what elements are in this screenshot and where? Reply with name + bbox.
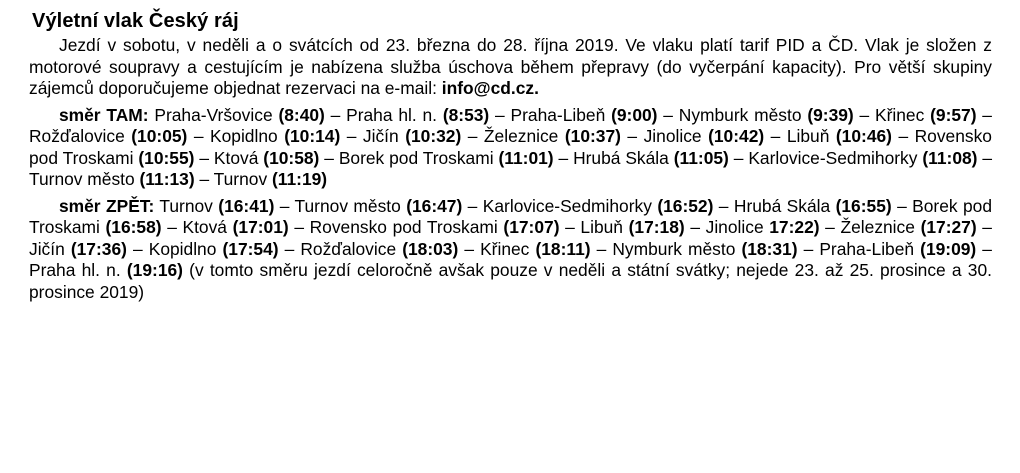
- stop-time: (18:11): [535, 238, 591, 259]
- stop-name: Jičín: [362, 126, 399, 146]
- stop-time: (16:58): [105, 217, 162, 237]
- stop-name: Nymburk město: [678, 104, 802, 125]
- stop-time: (10:58): [263, 147, 320, 168]
- stop-name: Ktová: [182, 217, 227, 237]
- stop-name: Turnov: [159, 195, 213, 216]
- stop-time: (18:03): [402, 238, 459, 259]
- stop-name: Turnov město: [294, 195, 401, 216]
- stop-name: Rožďalovice: [29, 126, 125, 146]
- stop-time: (10:37): [564, 126, 621, 146]
- intro-paragraph: [29, 35, 992, 100]
- stop-time: (17:18): [628, 217, 685, 237]
- stop-name: Rožďalovice: [300, 238, 397, 259]
- stop-name: Borek pod Troskami: [29, 195, 993, 237]
- stop-time: (17:27): [920, 217, 977, 237]
- stop-time: (10:55): [138, 147, 195, 168]
- stop-time: (9:39): [807, 104, 854, 125]
- stop-time: (17:54): [222, 238, 279, 259]
- stop-name: Jičín: [29, 238, 65, 259]
- stop-name: Praha-Vršovice: [154, 104, 273, 125]
- schedule-there: [29, 105, 992, 191]
- stop-name: Praha-Libeň: [510, 104, 606, 125]
- direction-there-label: směr TAM:: [59, 104, 149, 125]
- stop-name: Kopidlno: [148, 238, 217, 259]
- stop-name: Křinec: [875, 104, 925, 125]
- stop-time: (8:53): [442, 104, 490, 125]
- stop-name: Železnice: [483, 126, 559, 146]
- stop-time: (17:07): [503, 217, 560, 237]
- stop-name: Hrubá Skála: [573, 147, 669, 168]
- stop-name: Kopidlno: [210, 126, 278, 146]
- stop-time: 17:22): [769, 217, 820, 237]
- stop-name: Nymburk město: [612, 238, 736, 259]
- stop-name: Karlovice-Sedmihorky: [482, 195, 652, 216]
- stop-time: (10:32): [405, 126, 462, 146]
- stop-time: (16:52): [657, 195, 714, 216]
- stop-time: (10:14): [284, 126, 341, 146]
- stop-name: Turnov: [213, 169, 268, 189]
- stop-time: (10:42): [708, 126, 765, 146]
- stop-name: Jinolice: [705, 217, 764, 237]
- stop-name: Praha hl. n.: [346, 104, 438, 125]
- stop-time: (9:00): [611, 104, 658, 125]
- document-title: Výletní vlak Český ráj: [32, 10, 239, 32]
- stop-time: (11:08): [922, 147, 978, 168]
- stop-name: Karlovice-Sedmihorky: [748, 147, 918, 168]
- contact-email: info@cd.cz.: [441, 78, 539, 98]
- stop-time: (16:55): [835, 195, 892, 216]
- stop-name: Borek pod Troskami: [338, 147, 494, 168]
- stop-time: (10:05): [131, 126, 188, 146]
- stop-name: Jinolice: [643, 126, 702, 146]
- stop-time: (11:19): [271, 169, 328, 189]
- stop-time: (9:57): [930, 104, 977, 125]
- stop-name: Praha hl. n.: [29, 260, 121, 280]
- intro-text: Jezdí v sobotu, v neděli a o svátcích od 23. března do 28. října 2019. Ve vlaku platí tarif PID a ČD. Vlak je složen z motorové soupravy a cestujícím je nabízena služba úschova během přepravy (do vyčerpání kapacity). Pro větší skupiny zájemců doporučujeme objednat rezervaci na e-mail:: [29, 35, 992, 98]
- stop-name: Rovensko pod Troskami: [29, 126, 992, 168]
- stop-time: (11:01): [498, 147, 554, 168]
- stops-there: Praha-Vršovice (8:40) – Praha hl. n. (8:53) – Praha-Libeň (9:00) – Nymburk město (9:39) – Křinec (9:57) – Rožďalovice (10:05) – Kopidlno (10:14) – Jičín (10:32) – Železnice (10:37) – Jinolice (10:42) – Libuň (10:46) – Rovensko pod Troskami (10:55) – Ktová (10:58) – Borek pod Troskami (11:01) – Hrubá Skála (11:05) – Karlovice-Sedmihorky (11:08) – Turnov město (11:13) – Turnov (11:19): [29, 104, 993, 189]
- stop-name: Rovensko pod Troskami: [309, 217, 498, 237]
- stop-time: (17:36): [70, 238, 127, 259]
- stop-name: Turnov město: [29, 169, 135, 189]
- stop-name: Křinec: [480, 238, 530, 259]
- stop-time: (19:16): [126, 260, 183, 280]
- stop-name: Ktová: [213, 147, 259, 168]
- stop-name: Libuň: [786, 126, 830, 146]
- schedule-back: [29, 196, 992, 304]
- stop-time: (8:40): [278, 104, 325, 125]
- stops-back: Turnov (16:41) – Turnov město (16:47) – Karlovice-Sedmihorky (16:52) – Hrubá Skála (16:55) – Borek pod Troskami (16:58) – Ktová (17:01) – Rovensko pod Troskami (17:07) – Libuň (17:18) – Jinolice 17:22) – Železnice (17:27) – Jičín (17:36) – Kopidlno (17:54) – Rožďalovice (18:03) – Křinec (18:11) – Nymburk město (18:31) – Praha-Libeň (19:09) – Praha hl. n. (19:16): [29, 195, 993, 280]
- stop-name: Železnice: [840, 217, 915, 237]
- stop-time: (16:47): [406, 195, 463, 216]
- schedule-back-note: (v tomto směru jezdí celoročně avšak pouze v neděli a státní svátky; nejede 23. až 25. prosince a 30. prosince 2019): [29, 260, 992, 302]
- direction-back-label: směr ZPĚT:: [59, 195, 155, 216]
- stop-name: Praha-Libeň: [819, 238, 915, 259]
- stop-time: (10:46): [835, 126, 892, 146]
- stop-time: (11:13): [139, 169, 195, 189]
- stop-name: Hrubá Skála: [733, 195, 831, 216]
- stop-name: Libuň: [580, 217, 623, 237]
- stop-time: (19:09): [920, 238, 977, 259]
- stop-time: (17:01): [232, 217, 289, 237]
- stop-time: (18:31): [741, 238, 798, 259]
- stop-time: (16:41): [218, 195, 275, 216]
- stop-time: (11:05): [673, 147, 729, 168]
